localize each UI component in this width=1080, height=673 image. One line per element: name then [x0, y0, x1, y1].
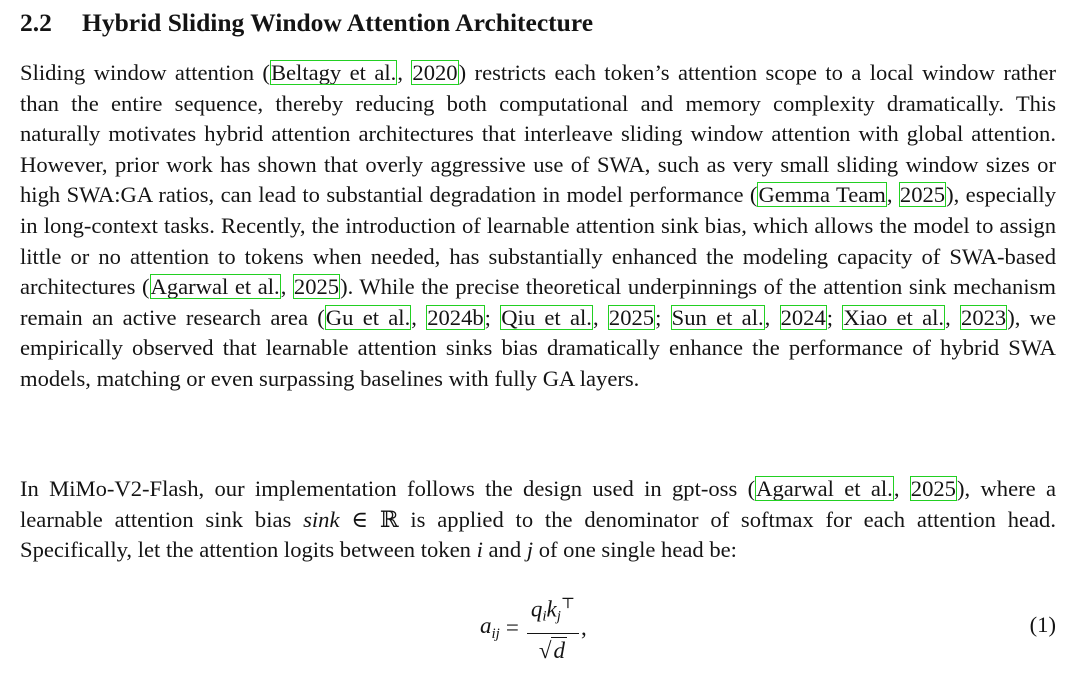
- citation-year-link[interactable]: 2023: [961, 304, 1007, 330]
- citation-separator: ,: [886, 182, 899, 208]
- citation-year-link[interactable]: 2025: [293, 274, 340, 300]
- paragraph-text: Sliding window attention (: [20, 60, 270, 85]
- citation-link[interactable]: Qiu et al.: [501, 304, 592, 330]
- citation-separator: ;: [484, 304, 501, 330]
- paragraph-text: ∈ ℝ is applied to the denominator of softmax for each attention head. Specifically, let the attention logits between token: [20, 506, 1056, 563]
- citation-year-link[interactable]: 2025: [910, 476, 956, 501]
- paragraph-text: ) restricts each token’s attention scope to a local window rather than the entire sequence, thereby reducing both computational and memory complexity dramatically. This naturally motivates hybrid attention architectures that interleave sliding window attention with global attention. However, prior work has shown that overly aggressive use of SWA, such as very small sliding window sizes or high SWA:GA ratios, can lead to substantial degradation in model performance (: [20, 60, 1056, 208]
- citation-separator: ;: [655, 304, 671, 330]
- math-sink: sink: [303, 506, 340, 532]
- eq-symbol-k: k: [546, 596, 557, 622]
- citation-separator: ,: [893, 476, 910, 501]
- citation-separator: ,: [411, 304, 427, 330]
- citation-separator: ,: [280, 274, 293, 300]
- eq-subscript-ij: ij: [491, 626, 500, 642]
- citation-separator: ;: [826, 304, 843, 330]
- citation-link[interactable]: Gemma Team: [758, 182, 886, 208]
- citation-year-link[interactable]: 2024: [780, 304, 826, 330]
- paragraph-text: and: [482, 537, 527, 563]
- citation-year-link[interactable]: 2020: [412, 60, 458, 85]
- math-index-i: i: [476, 537, 483, 563]
- citation-link[interactable]: Gu et al.: [325, 304, 411, 330]
- eq-symbol-d: d: [553, 638, 565, 664]
- paragraph-text: ). While the precise theoretical underpinnings of the attention sink mechanism remain an active research area (: [20, 274, 1056, 330]
- paragraph-text: of one single head be:: [533, 537, 737, 563]
- math-index-j: j: [526, 537, 534, 563]
- equation-comma: ,: [581, 615, 587, 640]
- equation-body: [480, 588, 587, 668]
- paragraph-text: ), especially in long-context tasks. Recently, the introduction of learnable attention sink bias, which allows the model to assign little or no attention to tokens when needed, has substantially enhanced the modeling capacity of SWA-based architectures (: [20, 182, 1057, 300]
- eq-symbol-a: a: [480, 613, 492, 638]
- citation-year-link[interactable]: 2025: [608, 304, 655, 330]
- citation-link[interactable]: Sun et al.: [671, 304, 764, 330]
- paragraph-sliding-window: [20, 58, 1056, 395]
- section-number: 2.2: [20, 8, 52, 37]
- sqrt-symbol: √: [538, 638, 552, 664]
- citation-separator: ,: [397, 60, 412, 85]
- paragraph-text: ), where a learnable attention sink bias: [20, 476, 1056, 532]
- section-heading: [20, 4, 593, 42]
- citation-link[interactable]: Agarwal et al.: [150, 274, 280, 300]
- citation-separator: ,: [592, 304, 608, 330]
- citation-year-link[interactable]: 2025: [899, 182, 946, 208]
- equation-lhs: [480, 613, 500, 643]
- equation-attention-logits: [20, 588, 1056, 668]
- equation-number: (1): [1029, 612, 1056, 637]
- citation-link[interactable]: Beltagy et al.: [270, 60, 397, 85]
- eq-symbol-q: q: [530, 596, 543, 622]
- eq-transpose: ⊤: [560, 595, 575, 612]
- paragraph-implementation: [20, 474, 1056, 566]
- eq-subscript-j: j: [556, 608, 561, 625]
- citation-link[interactable]: Xiao et al.: [843, 304, 945, 330]
- citation-link[interactable]: Agarwal et al.: [756, 476, 893, 501]
- paragraph-text: ), we empirically observed that learnable attention sinks bias dramatically enhance the performance of hybrid SWA models, matching or even surpassing baselines with fully GA layers.: [20, 304, 1057, 391]
- fraction-numerator: [527, 590, 579, 633]
- citation-separator: ,: [945, 304, 961, 330]
- paragraph-text: In MiMo-V2-Flash, our implementation follows the design used in gpt-oss (: [20, 476, 756, 501]
- section-title: Hybrid Sliding Window Attention Architecture: [82, 8, 594, 37]
- citation-separator: ,: [764, 304, 780, 330]
- equals-sign: =: [505, 615, 519, 640]
- eq-subscript-i: i: [542, 608, 547, 625]
- citation-year-link[interactable]: 2024b: [427, 304, 484, 330]
- fraction: [527, 590, 579, 666]
- fraction-denominator: [539, 634, 567, 666]
